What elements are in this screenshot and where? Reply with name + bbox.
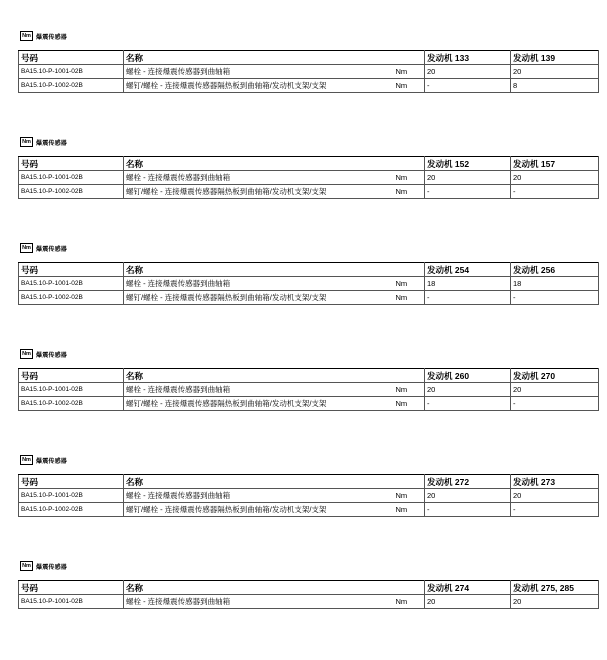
column-header-unit <box>394 369 425 383</box>
unit-label: Nm <box>394 489 425 503</box>
torque-value: - <box>425 185 511 199</box>
table-header-row <box>19 581 599 595</box>
part-code: BA15.10-P-1002-02B <box>19 503 124 517</box>
table-row <box>19 489 599 503</box>
table-header-row <box>19 263 599 277</box>
torque-value: - <box>511 185 599 199</box>
unit-label: Nm <box>394 503 425 517</box>
torque-table <box>18 262 599 305</box>
column-header-engine: 发动机 139 <box>511 51 599 65</box>
part-description: 螺栓 - 连接爆震传感器到曲轴箱 <box>124 65 394 79</box>
torque-value: 20 <box>511 171 599 185</box>
table-header-row <box>19 369 599 383</box>
table-row <box>19 397 599 411</box>
table-row <box>19 383 599 397</box>
column-header-engine: 发动机 260 <box>425 369 511 383</box>
part-code: BA15.10-P-1001-02B <box>19 277 124 291</box>
column-header-engine: 发动机 273 <box>511 475 599 489</box>
section-title: 爆震传感器 <box>36 458 68 465</box>
section-heading <box>20 348 67 360</box>
unit-label: Nm <box>394 291 425 305</box>
torque-nm-icon: Nm <box>20 31 33 41</box>
part-code: BA15.10-P-1001-02B <box>19 489 124 503</box>
column-header-name: 名称 <box>124 263 394 277</box>
torque-value: 20 <box>511 489 599 503</box>
torque-value: - <box>425 79 511 93</box>
table-header-row <box>19 157 599 171</box>
unit-label: Nm <box>394 65 425 79</box>
unit-label: Nm <box>394 397 425 411</box>
section-heading <box>20 30 67 42</box>
section-title: 爆震传感器 <box>36 352 68 359</box>
part-code: BA15.10-P-1002-02B <box>19 397 124 411</box>
torque-value: - <box>511 397 599 411</box>
section-title: 爆震传感器 <box>36 564 68 571</box>
torque-value: 20 <box>425 595 511 609</box>
column-header-engine: 发动机 157 <box>511 157 599 171</box>
column-header-engine: 发动机 254 <box>425 263 511 277</box>
table-row <box>19 185 599 199</box>
torque-value: 20 <box>511 595 599 609</box>
section-heading <box>20 242 67 254</box>
torque-value: 18 <box>425 277 511 291</box>
part-description: 螺栓 - 连接爆震传感器到曲轴箱 <box>124 489 394 503</box>
spec-section <box>0 30 607 130</box>
torque-value: 20 <box>425 65 511 79</box>
spec-section <box>0 560 607 660</box>
part-description: 螺栓 - 连接爆震传感器到曲轴箱 <box>124 171 394 185</box>
torque-nm-icon: Nm <box>20 243 33 253</box>
torque-value: 20 <box>425 489 511 503</box>
unit-label: Nm <box>394 79 425 93</box>
torque-nm-icon: Nm <box>20 455 33 465</box>
part-description: 螺钉/螺栓 - 连接爆震传感器隔热板到曲轴箱/发动机支架/支架 <box>124 397 394 411</box>
section-heading <box>20 560 67 572</box>
column-header-code: 号码 <box>19 51 124 65</box>
section-title: 爆震传感器 <box>36 246 68 253</box>
column-header-name: 名称 <box>124 51 394 65</box>
torque-nm-icon: Nm <box>20 349 33 359</box>
column-header-unit <box>394 263 425 277</box>
torque-value: 20 <box>425 171 511 185</box>
part-description: 螺栓 - 连接爆震传感器到曲轴箱 <box>124 383 394 397</box>
table-header-row <box>19 475 599 489</box>
spec-section <box>0 454 607 554</box>
part-code: BA15.10-P-1002-02B <box>19 185 124 199</box>
section-heading <box>20 136 67 148</box>
torque-value: 20 <box>425 383 511 397</box>
part-code: BA15.10-P-1001-02B <box>19 595 124 609</box>
column-header-engine: 发动机 152 <box>425 157 511 171</box>
part-code: BA15.10-P-1001-02B <box>19 383 124 397</box>
torque-table <box>18 580 599 609</box>
unit-label: Nm <box>394 171 425 185</box>
column-header-name: 名称 <box>124 157 394 171</box>
spec-section <box>0 242 607 342</box>
section-title: 爆震传感器 <box>36 140 68 147</box>
table-row <box>19 291 599 305</box>
unit-label: Nm <box>394 185 425 199</box>
column-header-engine: 发动机 274 <box>425 581 511 595</box>
torque-table <box>18 50 599 93</box>
torque-table <box>18 474 599 517</box>
torque-nm-icon: Nm <box>20 561 33 571</box>
section-heading <box>20 454 67 466</box>
part-code: BA15.10-P-1001-02B <box>19 65 124 79</box>
column-header-engine: 发动机 272 <box>425 475 511 489</box>
column-header-engine: 发动机 133 <box>425 51 511 65</box>
spec-section <box>0 136 607 236</box>
column-header-unit <box>394 51 425 65</box>
column-header-unit <box>394 475 425 489</box>
table-row <box>19 171 599 185</box>
torque-table <box>18 368 599 411</box>
part-code: BA15.10-P-1002-02B <box>19 79 124 93</box>
column-header-code: 号码 <box>19 369 124 383</box>
table-row <box>19 277 599 291</box>
torque-nm-icon: Nm <box>20 137 33 147</box>
table-row <box>19 503 599 517</box>
column-header-code: 号码 <box>19 157 124 171</box>
column-header-name: 名称 <box>124 581 394 595</box>
table-row <box>19 595 599 609</box>
unit-label: Nm <box>394 383 425 397</box>
torque-value: 18 <box>511 277 599 291</box>
unit-label: Nm <box>394 595 425 609</box>
torque-value: 20 <box>511 383 599 397</box>
torque-value: - <box>511 291 599 305</box>
part-description: 螺钉/螺栓 - 连接爆震传感器隔热板到曲轴箱/发动机支架/支架 <box>124 291 394 305</box>
torque-value: 20 <box>511 65 599 79</box>
torque-value: 8 <box>511 79 599 93</box>
column-header-unit <box>394 157 425 171</box>
part-description: 螺栓 - 连接爆震传感器到曲轴箱 <box>124 595 394 609</box>
column-header-code: 号码 <box>19 263 124 277</box>
part-description: 螺钉/螺栓 - 连接爆震传感器隔热板到曲轴箱/发动机支架/支架 <box>124 503 394 517</box>
table-header-row <box>19 51 599 65</box>
part-code: BA15.10-P-1001-02B <box>19 171 124 185</box>
column-header-name: 名称 <box>124 369 394 383</box>
column-header-unit <box>394 581 425 595</box>
column-header-engine: 发动机 270 <box>511 369 599 383</box>
torque-value: - <box>425 503 511 517</box>
part-description: 螺钉/螺栓 - 连接爆震传感器隔热板到曲轴箱/发动机支架/支架 <box>124 185 394 199</box>
part-description: 螺钉/螺栓 - 连接爆震传感器隔热板到曲轴箱/发动机支架/支架 <box>124 79 394 93</box>
column-header-code: 号码 <box>19 475 124 489</box>
torque-value: - <box>425 291 511 305</box>
table-row <box>19 65 599 79</box>
part-description: 螺栓 - 连接爆震传感器到曲轴箱 <box>124 277 394 291</box>
column-header-engine: 发动机 275, 285 <box>511 581 599 595</box>
torque-table <box>18 156 599 199</box>
torque-value: - <box>511 503 599 517</box>
table-row <box>19 79 599 93</box>
part-code: BA15.10-P-1002-02B <box>19 291 124 305</box>
column-header-engine: 发动机 256 <box>511 263 599 277</box>
torque-value: - <box>425 397 511 411</box>
column-header-name: 名称 <box>124 475 394 489</box>
unit-label: Nm <box>394 277 425 291</box>
spec-section <box>0 348 607 448</box>
section-title: 爆震传感器 <box>36 34 68 41</box>
column-header-code: 号码 <box>19 581 124 595</box>
